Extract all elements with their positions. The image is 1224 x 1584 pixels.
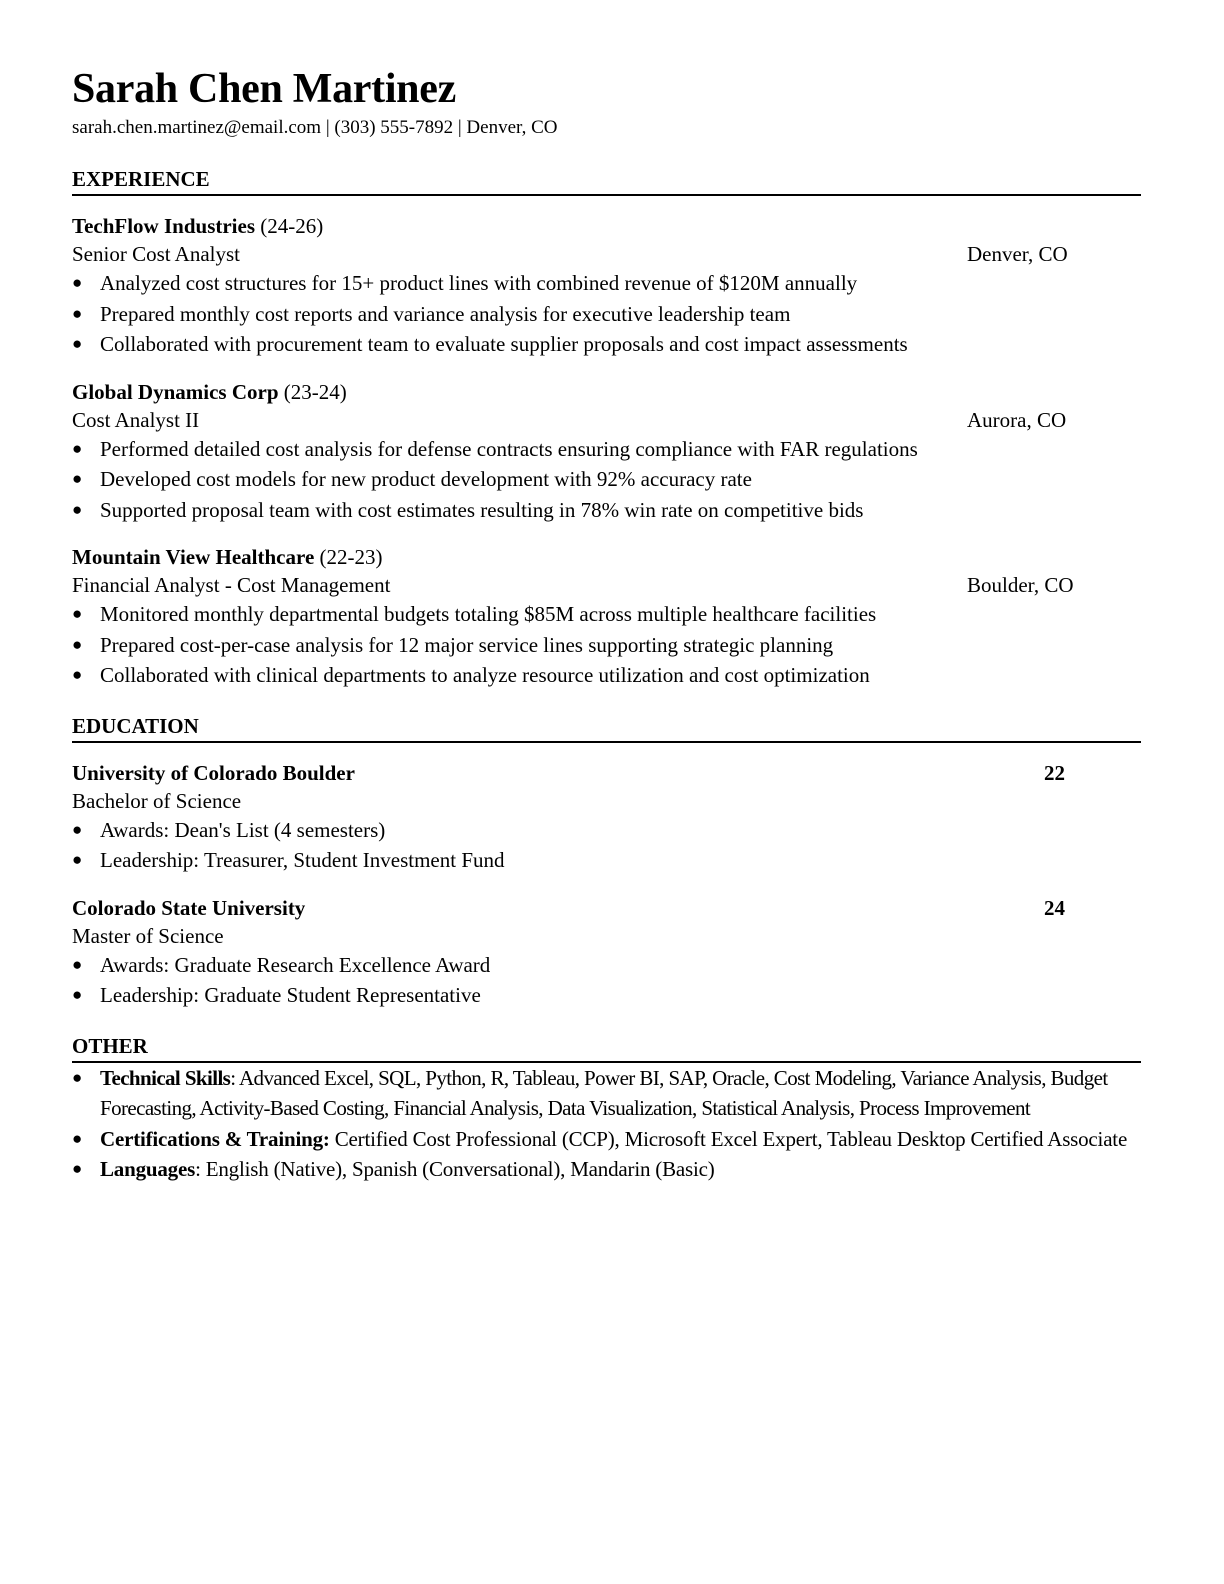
job-location: Denver, CO bbox=[967, 242, 1068, 266]
resume-page bbox=[72, 64, 1141, 1185]
school-name: University of Colorado Boulder bbox=[72, 760, 355, 785]
employment-dates: (24-26) bbox=[255, 214, 324, 238]
company-name: TechFlow Industries bbox=[72, 214, 256, 238]
bullet-list bbox=[72, 815, 1141, 876]
bullet-icon: ● bbox=[72, 985, 83, 1004]
bullet-icon: ● bbox=[72, 334, 83, 353]
bullet-icon: ● bbox=[72, 1159, 83, 1178]
employment-dates: (23-24) bbox=[278, 379, 347, 404]
list-item: ● Prepared cost-per-case analysis for 12 major service lines supporting strategic planning bbox=[72, 630, 1141, 661]
job-location: Aurora, CO bbox=[967, 407, 1067, 432]
list-item-technical-skills bbox=[72, 1063, 1141, 1124]
item-text: Certified Cost Professional (CCP), Microsoft Excel Expert, Tableau Desktop Certified Associate bbox=[329, 1126, 1128, 1151]
list-item: ● Developed cost models for new product development with 92% accuracy rate bbox=[72, 464, 1141, 495]
company-name: Mountain View Healthcare bbox=[72, 545, 315, 569]
bullet-list bbox=[72, 434, 1141, 526]
item-text: : Advanced Excel, SQL, Python, R, Tableau, Power BI, SAP, Oracle, Cost Modeling, Variance Analysis, Budget Forecasting, Activity-Based Costing, Financial Analysis, Data Visualization, Statistical Analysis, Process Improvement bbox=[100, 1065, 1108, 1120]
job-location: Boulder, CO bbox=[967, 573, 1074, 597]
job-title: Cost Analyst II bbox=[72, 407, 200, 432]
list-item-languages bbox=[72, 1154, 1141, 1185]
bullet-icon: ● bbox=[72, 273, 83, 292]
section-title-other: OTHER bbox=[72, 1033, 1141, 1063]
item-label: Technical Skills bbox=[100, 1065, 231, 1090]
education-section bbox=[72, 713, 1141, 1011]
experience-section bbox=[72, 166, 1141, 691]
list-item: ● Prepared monthly cost reports and variance analysis for executive leadership team bbox=[72, 299, 1141, 330]
bullet-icon: ● bbox=[72, 303, 83, 323]
bullet-icon: ● bbox=[72, 1128, 83, 1148]
list-item: ● Collaborated with clinical departments to analyze resource utilization and cost optimization bbox=[72, 660, 1141, 691]
list-item: ● Leadership: Graduate Student Representative bbox=[72, 980, 1141, 1011]
list-item: ● Awards: Dean's List (4 semesters) bbox=[72, 815, 1141, 846]
item-label: Certifications & Training: bbox=[100, 1126, 330, 1151]
bullet-list bbox=[72, 950, 1141, 1011]
list-item: ● Performed detailed cost analysis for defense contracts ensuring compliance with FAR regulations bbox=[72, 434, 1141, 465]
section-title-education: EDUCATION bbox=[72, 713, 1141, 743]
employment-dates: (22-23) bbox=[314, 545, 383, 569]
degree: Bachelor of Science bbox=[72, 788, 242, 813]
bullet-icon: ● bbox=[72, 850, 83, 869]
job-title: Financial Analyst - Cost Management bbox=[72, 573, 391, 597]
bullet-icon: ● bbox=[72, 1067, 82, 1087]
bullet-icon: ● bbox=[72, 499, 83, 519]
item-label: Languages bbox=[100, 1157, 196, 1181]
candidate-name: Sarah Chen Martinez bbox=[72, 66, 456, 112]
section-title-experience: EXPERIENCE bbox=[72, 166, 1141, 196]
degree: Master of Science bbox=[72, 923, 224, 948]
experience-entry bbox=[72, 378, 1141, 526]
graduation-year: 24 bbox=[1044, 895, 1065, 920]
bullet-icon: ● bbox=[72, 469, 83, 488]
education-entry bbox=[72, 894, 1141, 1011]
bullet-icon: ● bbox=[72, 634, 83, 654]
list-item: ● Supported proposal team with cost estimates resulting in 78% win rate on competitive bids bbox=[72, 495, 1141, 526]
bullet-icon: ● bbox=[72, 954, 83, 974]
bullet-list bbox=[72, 599, 1141, 691]
bullet-list bbox=[72, 268, 1141, 360]
education-entry bbox=[72, 759, 1141, 876]
bullet-icon: ● bbox=[72, 604, 83, 623]
list-item: ● Leadership: Treasurer, Student Investment Fund bbox=[72, 845, 1141, 876]
job-title: Senior Cost Analyst bbox=[72, 242, 241, 266]
bullet-icon: ● bbox=[72, 438, 83, 458]
experience-entry bbox=[72, 212, 1141, 360]
bullet-list bbox=[72, 1063, 1141, 1185]
list-item: ● Analyzed cost structures for 15+ product lines with combined revenue of $120M annually bbox=[72, 268, 1141, 299]
list-item-certifications bbox=[72, 1124, 1141, 1155]
bullet-icon: ● bbox=[72, 665, 83, 684]
company-name: Global Dynamics Corp bbox=[72, 379, 279, 404]
list-item: ● Collaborated with procurement team to evaluate supplier proposals and cost impact assessments bbox=[72, 329, 1141, 360]
graduation-year: 22 bbox=[1044, 760, 1065, 785]
list-item: ● Awards: Graduate Research Excellence Award bbox=[72, 950, 1141, 981]
other-section bbox=[72, 1033, 1141, 1185]
bullet-icon: ● bbox=[72, 819, 83, 839]
contact-info: sarah.chen.martinez@email.com | (303) 555-7892 | Denver, CO bbox=[72, 117, 558, 138]
school-name: Colorado State University bbox=[72, 895, 306, 920]
list-item: ● Monitored monthly departmental budgets totaling $85M across multiple healthcare facilities bbox=[72, 599, 1141, 630]
experience-entry bbox=[72, 543, 1141, 691]
item-text: : English (Native), Spanish (Conversational), Mandarin (Basic) bbox=[195, 1157, 715, 1181]
